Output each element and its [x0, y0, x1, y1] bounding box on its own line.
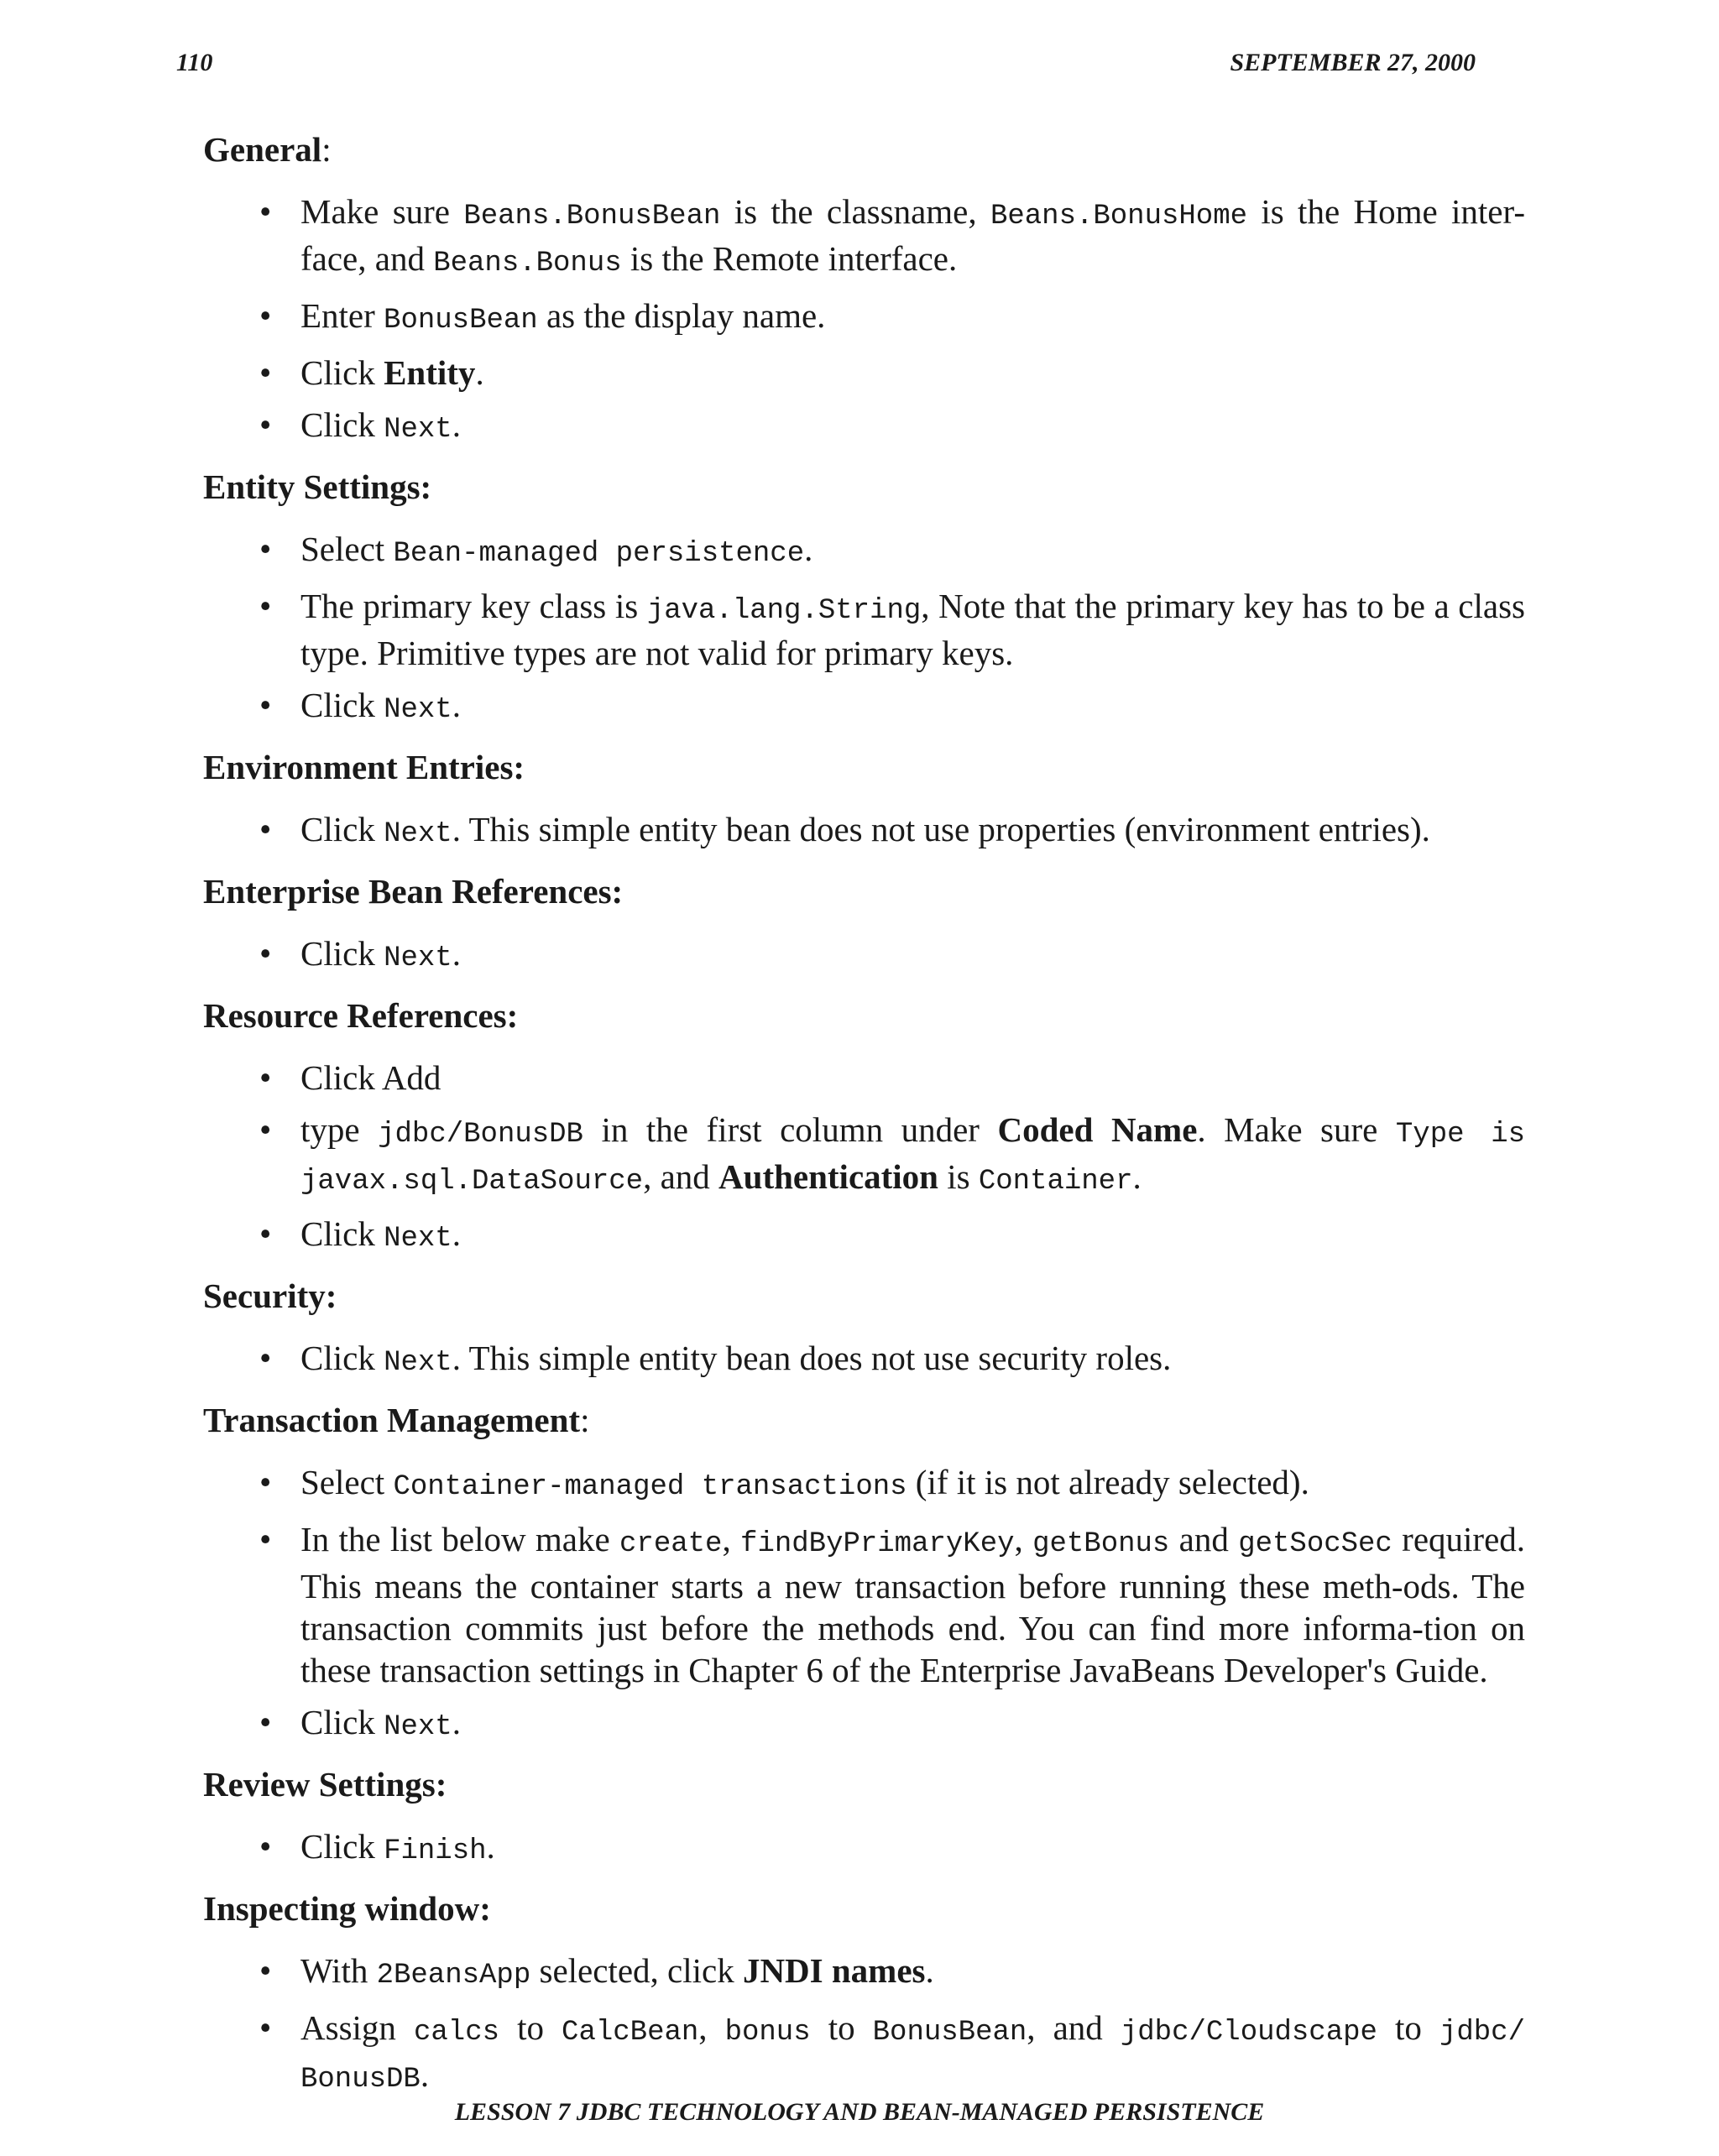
section-heading: [203, 994, 1525, 1037]
bullet-item: • Select Bean-managed persistence.: [203, 528, 1525, 575]
section-title: Entity Settings:: [203, 467, 432, 506]
bullet-list: [203, 808, 1525, 855]
bullet-item: • Enter BonusBean as the display name.: [203, 295, 1525, 342]
section-heading: [203, 745, 1525, 789]
inline-code: Finish: [384, 1835, 487, 1867]
inline-code: java.lang.String: [646, 595, 922, 627]
inline-code: jdbc/Cloudscape: [1120, 2017, 1377, 2049]
bullet-item: • Click Next. This simple entity bean does not use properties (environment entries).: [203, 808, 1525, 855]
section-heading: [203, 1274, 1525, 1318]
bullet-item: • Select Container-managed transactions (if it is not already selected).: [203, 1461, 1525, 1508]
section-title: Environment Entries:: [203, 748, 525, 786]
inline-code: Next: [384, 414, 452, 446]
bullet-item: • Click Next.: [203, 1213, 1525, 1260]
section-heading: [203, 1887, 1525, 1930]
section-heading: [203, 869, 1525, 913]
bullet-list: [203, 1825, 1525, 1872]
inline-code: create: [619, 1528, 723, 1560]
section-title: General: [203, 130, 322, 169]
bullet-list: [203, 528, 1525, 731]
inline-code: Next: [384, 1711, 452, 1743]
inline-code: findByPrimaryKey: [740, 1528, 1015, 1560]
section-heading: [203, 465, 1525, 509]
inline-code: Beans.Bonus: [433, 248, 622, 279]
bold-term: Entity: [384, 353, 476, 392]
inline-code: Container-managed transactions: [393, 1471, 907, 1503]
bullet-item: • Click Next.: [203, 404, 1525, 451]
section-heading: [203, 1398, 1525, 1442]
inline-code: CalcBean: [562, 2017, 699, 2049]
bullet-item: • Click Entity.: [203, 352, 1525, 394]
bullet-item: • The primary key class is java.lang.String, Note that the primary key has to be a class type. Primitive types are not valid for primary keys.: [203, 585, 1525, 674]
section-title: Resource References:: [203, 996, 519, 1035]
page-body: [203, 128, 1525, 2115]
inline-code: Beans.BonusHome: [990, 201, 1248, 232]
section-title: Transaction Management: [203, 1401, 581, 1439]
bullet-item: • Click Next.: [203, 684, 1525, 731]
inline-code: Next: [384, 942, 452, 974]
inline-code: Bean-managed persistence: [393, 538, 805, 570]
section-title-suffix: :: [580, 1401, 590, 1439]
bullet-item: • Click Next.: [203, 1701, 1525, 1748]
inline-code: Next: [384, 818, 452, 850]
bullet-list: [203, 932, 1525, 979]
bullet-list: [203, 1057, 1525, 1260]
section-heading: [203, 1762, 1525, 1806]
inline-code: 2BeansApp: [376, 1960, 531, 1992]
bullet-item: • Assign calcs to CalcBean, bonus to BonusBean, and jdbc/Cloudscape to jdbc/ BonusDB.: [203, 2007, 1525, 2101]
section-heading: [203, 128, 1525, 171]
inline-code: BonusBean: [872, 2017, 1027, 2049]
bold-term: Authentication: [718, 1157, 938, 1196]
bullet-item: • In the list below make create, findByPrimaryKey, getBonus and getSocSec required. This means the container starts a new transaction before running these meth-ods. The transaction commits just before the methods end. You can find more informa-tion on these transaction settings in Chapter 6 of the Enterprise JavaBeans Developer's Guide.: [203, 1518, 1525, 1691]
section-title: Security:: [203, 1276, 337, 1315]
page-footer: LESSON 7 JDBC TECHNOLOGY AND BEAN-MANAGED PERSISTENCE: [454, 2098, 1265, 2126]
inline-code: Next: [384, 694, 452, 726]
bullet-item: • Click Add: [203, 1057, 1525, 1099]
bullet-item: • Click Next. This simple entity bean does not use security roles.: [203, 1337, 1525, 1384]
bullet-list: [203, 1461, 1525, 1748]
bullet-list: [203, 1950, 1525, 2101]
section-title-suffix: :: [321, 130, 332, 169]
inline-code: Type is javax.sql.DataSource: [300, 1119, 1526, 1198]
bullet-list: [203, 1337, 1525, 1384]
bullet-item: • Click Finish.: [203, 1825, 1525, 1872]
section-title: Review Settings:: [203, 1765, 447, 1804]
inline-code: calcs: [413, 2017, 500, 2049]
inline-code: Next: [384, 1223, 452, 1255]
inline-code: bonus: [724, 2017, 811, 2049]
page-date: SEPTEMBER 27, 2000: [1230, 49, 1476, 76]
inline-code: getSocSec: [1238, 1528, 1392, 1560]
inline-code: jdbc/BonusDB: [378, 1119, 583, 1151]
bullet-list: [203, 191, 1525, 451]
inline-code: jdbc/ BonusDB: [300, 2017, 1525, 2096]
section-title: Inspecting window:: [203, 1889, 491, 1928]
bullet-item: • Make sure Beans.BonusBean is the classname, Beans.BonusHome is the Home inter-face, and Beans.Bonus is the Remote interface.: [203, 191, 1525, 285]
inline-code: Container: [978, 1166, 1133, 1198]
bullet-item: • Click Next.: [203, 932, 1525, 979]
bullet-item: • With 2BeansApp selected, click JNDI names.: [203, 1950, 1525, 1997]
bold-term: JNDI names: [742, 1951, 926, 1990]
inline-code: BonusBean: [384, 305, 538, 337]
section-title: Enterprise Bean References:: [203, 872, 624, 911]
bullet-item: • type jdbc/BonusDB in the first column under Coded Name. Make sure Type is javax.sql.DataSource, and Authentication is Container.: [203, 1109, 1525, 1203]
page-header: [176, 49, 1476, 86]
inline-code: Next: [384, 1347, 452, 1379]
bold-term: Coded Name: [997, 1110, 1198, 1149]
page-number: 110: [176, 49, 213, 76]
inline-code: Beans.BonusBean: [463, 201, 721, 232]
inline-code: getBonus: [1032, 1528, 1170, 1560]
